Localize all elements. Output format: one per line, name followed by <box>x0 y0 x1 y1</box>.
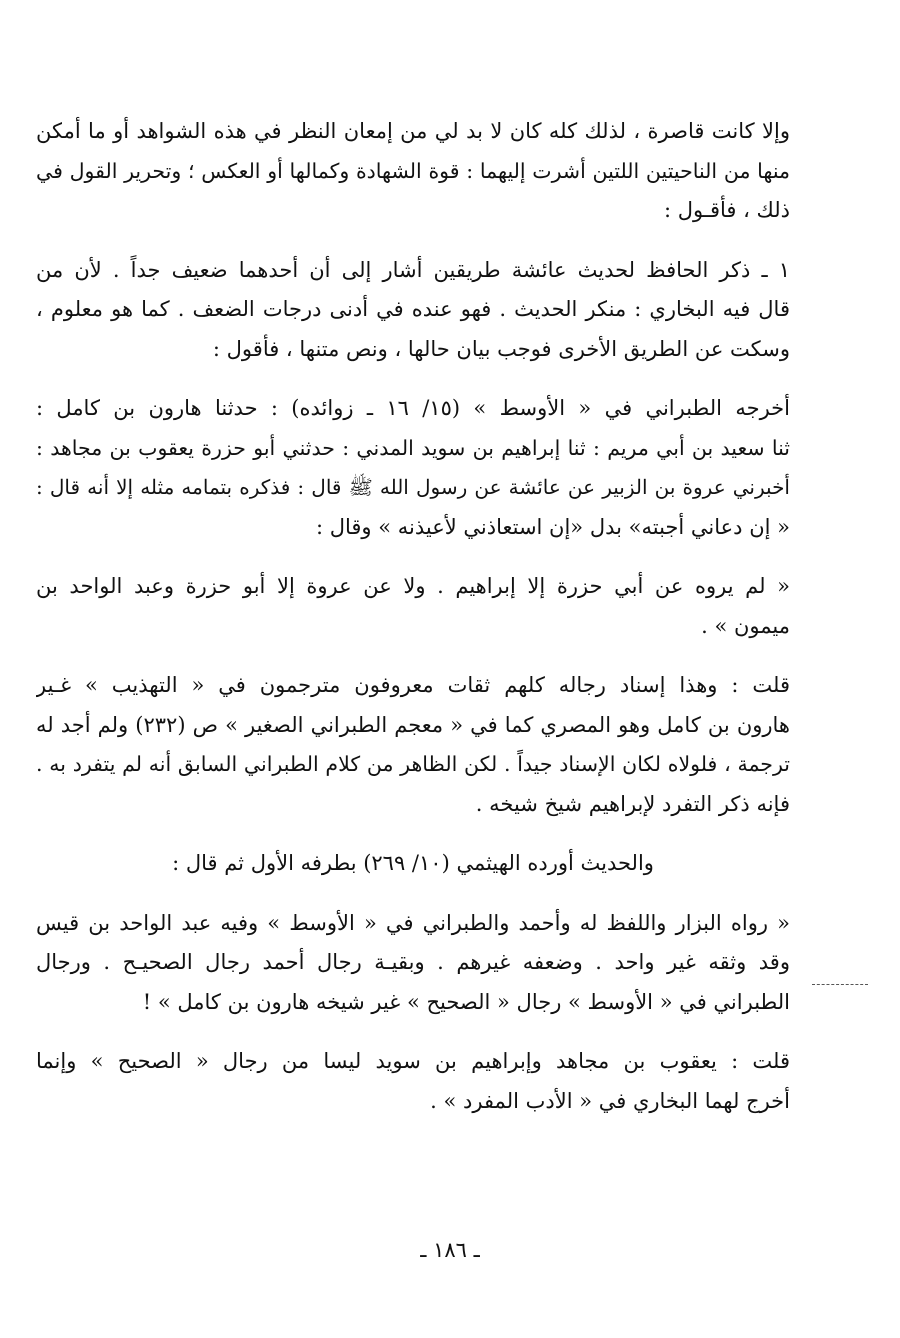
text-line: منها من الناحيتين اللتين أشرت إليهما : قوة الشهادة وكمالها أو العكس ؛ وتحرير القول في <box>36 158 790 183</box>
text-line: والحديث أورده الهيثمي (١٠/ ٢٦٩) بطرفه الأول ثم قال : <box>172 851 654 875</box>
text-line: فإنه ذكر التفرد لإبراهيم شيخ شيخه . <box>475 791 790 816</box>
text-line: وإلا كانت قاصرة ، لذلك كله كان لا بد لي من إمعان النظر في هذه الشواهد أو ما أمكن <box>36 119 790 143</box>
text-line: قلت : وهذا إسناد رجاله كلهم ثقات معروفون مترجمون في « التهذيب » غـير <box>36 673 790 697</box>
paragraph-point-1 <box>36 251 790 370</box>
paragraph-qultu-2 <box>36 1042 790 1121</box>
paragraph-haythami-quote <box>36 904 790 1023</box>
text-line: ١ ـ ذكر الحافظ لحديث عائشة طريقين أشار إلى أن أحدهما ضعيف جداً . لأن من <box>36 257 790 282</box>
text-line: قلت : يعقوب بن مجاهد وإبراهيم بن سويد ليسا من رجال « الصحيح » وإنما <box>36 1049 790 1073</box>
paragraph-intro <box>36 112 790 231</box>
text-line: ثنا سعيد بن أبي مريم : ثنا إبراهيم بن سويد المدني : حدثني أبو حزرة يعقوب بن مجاهد : <box>36 435 790 460</box>
paragraph-haythami <box>36 844 790 884</box>
text-line: أخرج لهما البخاري في « الأدب المفرد » . <box>430 1088 790 1113</box>
text-line: ذلك ، فأقـول : <box>663 198 790 222</box>
text-line: « إن دعاني أجبته» بدل «إن استعاذني لأعيذنه » وقال : <box>315 514 790 539</box>
text-line: أخبرني عروة بن الزبير عن عائشة عن رسول الله ﷺ قال : فذكره بتمامه مثله إلا أنه قال : <box>36 475 790 499</box>
text-line: « لم يروه عن أبي حزرة إلا إبراهيم . ولا عن عروة إلا أبو حزرة وعبد الواحد بن <box>36 574 790 598</box>
text-line: ميمون » . <box>701 613 790 638</box>
text-line: هارون بن كامل وهو المصري كما في « معجم الطبراني الصغير » ص (٢٣٢) ولم أجد له <box>36 712 790 737</box>
margin-rule <box>812 984 868 985</box>
text-line: الطبراني في « الأوسط » رجال « الصحيح » غير شيخه هارون بن كامل » ! <box>142 989 790 1014</box>
text-line: وسكت عن الطريق الأخرى فوجب بيان حالها ، ونص متنها ، فأقول : <box>212 336 790 361</box>
text-line: وقد وثقه غير واحد . وضعفه غيرهم . وبقيـة رجال أحمد رجال الصحيـح . ورجال <box>36 950 790 974</box>
paragraph-qultu-1 <box>36 666 790 824</box>
page-body <box>36 112 790 1141</box>
text-line: قال فيه البخاري : منكر الحديث . فهو عنده في أدنى درجات الضعف . كما هو معلوم ، <box>36 297 790 321</box>
text-line: أخرجه الطبراني في « الأوسط » (١٥/ ١٦ ـ زوائده) : حدثنا هارون بن كامل : <box>36 396 790 420</box>
paragraph-takhrij <box>36 389 790 547</box>
text-line: ترجمة ، فلولاه لكان الإسناد جيداً . لكن الظاهر من كلام الطبراني السابق أنه لم يتفرد به . <box>36 752 790 776</box>
text-line: « رواه البزار واللفظ له وأحمد والطبراني في « الأوسط » وفيه عبد الواحد بن قيس <box>36 910 790 935</box>
paragraph-tabarani-quote <box>36 567 790 646</box>
page-number: ـ ١٨٦ ـ <box>420 1238 480 1262</box>
